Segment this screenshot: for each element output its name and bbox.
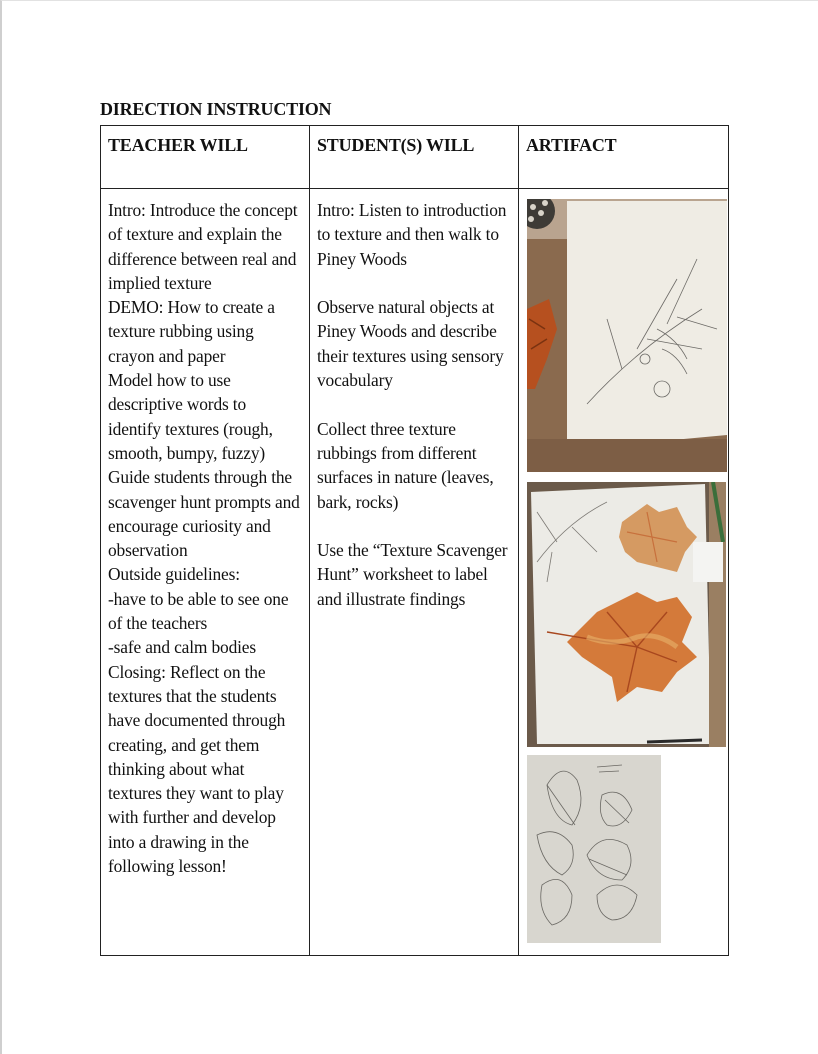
student-paragraph: Observe natural objects at Piney Woods and describe their textures using sensory vocabulary bbox=[317, 297, 504, 391]
teacher-cell bbox=[101, 189, 309, 955]
table-body-row bbox=[101, 189, 729, 956]
teacher-line: Intro: Introduce the concept of texture and explain the difference between real and implied texture bbox=[108, 200, 298, 293]
teacher-line: -have to be able to see one of the teachers bbox=[108, 588, 289, 634]
teacher-line: Guide students through the scavenger hunt prompts and encourage curiosity and observation bbox=[108, 467, 300, 561]
teacher-column-header: TEACHER WILL bbox=[108, 135, 248, 155]
teacher-line: DEMO: How to create a texture rubbing using crayon and paper bbox=[108, 297, 275, 366]
student-paragraph: Collect three texture rubbings from different surfaces in nature (leaves, bark, rocks) bbox=[317, 418, 494, 512]
artifact-photo-drawings bbox=[527, 755, 661, 943]
artifact-photo-sketch bbox=[527, 199, 727, 472]
teacher-line: Outside guidelines: bbox=[108, 564, 240, 585]
students-column-header: STUDENT(S) WILL bbox=[317, 135, 475, 155]
section-heading: DIRECTION INSTRUCTION bbox=[100, 99, 332, 119]
artifact-photo-watercolor bbox=[527, 482, 726, 747]
artifact-column-header: ARTIFACT bbox=[526, 135, 617, 155]
teacher-line: Model how to use descriptive words to identify textures (rough, smooth, bumpy, fuzzy) bbox=[108, 370, 273, 463]
student-paragraph: Intro: Listen to introduction to texture and then walk to Piney Woods bbox=[317, 200, 507, 269]
students-cell bbox=[310, 189, 518, 955]
table-header-row bbox=[101, 126, 729, 189]
student-paragraph: Use the “Texture Scavenger Hunt” worksheet to label and illustrate findings bbox=[317, 540, 508, 609]
lesson-table bbox=[100, 125, 729, 956]
artifact-cell bbox=[519, 189, 728, 955]
teacher-line: -safe and calm bodies bbox=[108, 637, 256, 658]
teacher-line: Closing: Reflect on the textures that the students have documented through creating, and get them thinking about what textures they want to play with further and develop into a drawing in the following lesson! bbox=[108, 661, 286, 877]
